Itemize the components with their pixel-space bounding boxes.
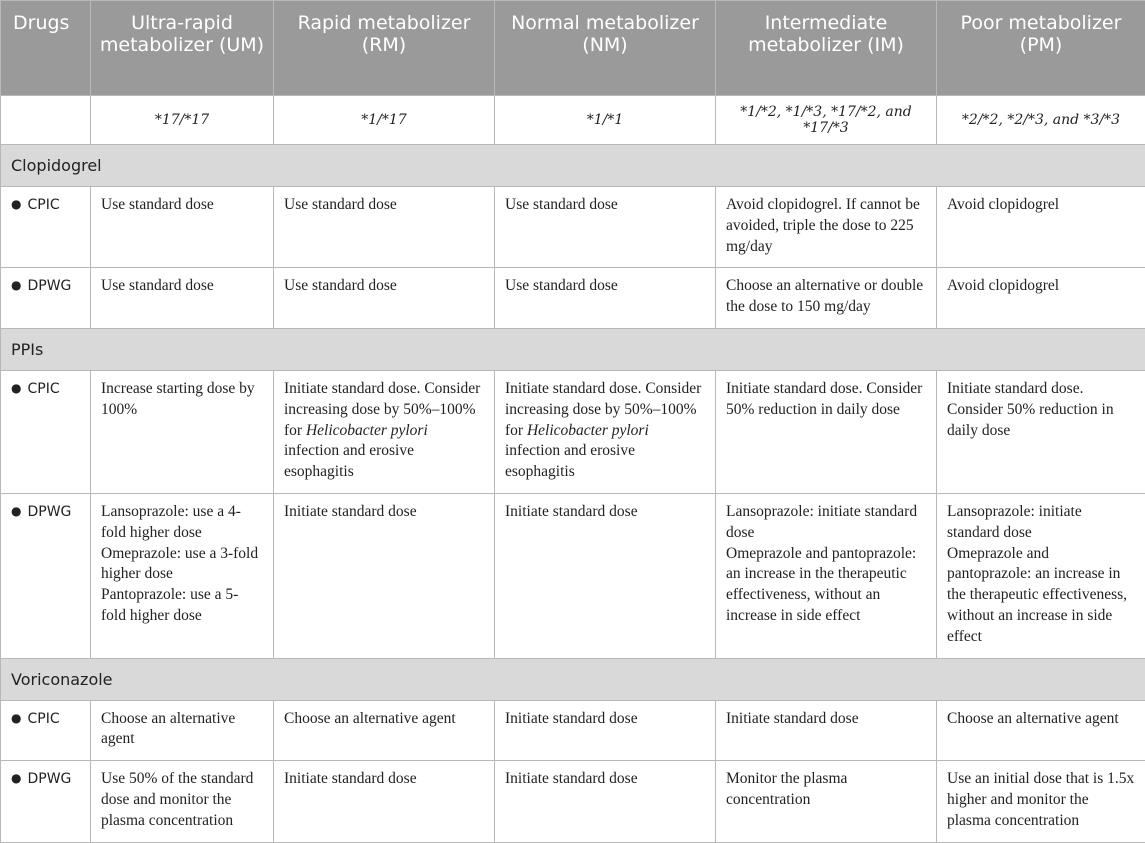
section-title: Clopidogrel <box>1 145 1145 187</box>
cell-line: Omeprazole and pantoprazole: an increase in the therapeutic effectiveness, without an increase in side effect <box>947 544 1135 648</box>
cell-line: Omeprazole: use a 3-fold higher dose <box>101 544 263 586</box>
section-title: Voriconazole <box>1 658 1145 700</box>
cell-um: Use standard dose <box>91 268 274 329</box>
guideline-label <box>1 493 91 658</box>
cell-line: Omeprazole and pantoprazole: an increase in the therapeutic effectiveness, without an increase in side effect <box>726 544 926 627</box>
organism-name: Helicobacter pylori <box>527 422 649 439</box>
cell-rm <box>274 370 495 493</box>
cell-nm: Use standard dose <box>495 187 716 268</box>
cell-im: Initiate standard dose. Consider 50% reduction in daily dose <box>716 370 937 493</box>
cell-um <box>91 493 274 658</box>
bullet-icon: ● <box>11 197 21 211</box>
guideline-name: DPWG <box>27 504 71 520</box>
cell-text: infection and erosive esophagitis <box>284 442 414 480</box>
cell-text: Initiate standard dose. Consider increasing dose by 50%–100% for <box>284 380 480 439</box>
guideline-name: DPWG <box>27 771 71 787</box>
bullet-icon: ● <box>11 711 21 725</box>
header-poor: Poor metabolizer (PM) <box>937 1 1145 96</box>
cell-im: Choose an alternative or double the dose to 150 mg/day <box>716 268 937 329</box>
bullet-icon: ● <box>11 504 21 518</box>
cell-um: Use standard dose <box>91 187 274 268</box>
guideline-name: DPWG <box>27 278 71 294</box>
cell-rm: Initiate standard dose <box>274 493 495 658</box>
cell-im: Avoid clopidogrel. If cannot be avoided, triple the dose to 225 mg/day <box>716 187 937 268</box>
cell-um: Use 50% of the standard dose and monitor the plasma concentration <box>91 761 274 842</box>
guideline-label <box>1 268 91 329</box>
genotype-um: *17/*17 <box>91 96 274 145</box>
genotype-im: *1/*2, *1/*3, *17/*2, and *17/*3 <box>716 96 937 145</box>
header-intermediate: Intermediate metabolizer (IM) <box>716 1 937 96</box>
cell-nm: Use standard dose <box>495 268 716 329</box>
bullet-icon: ● <box>11 771 21 785</box>
genotype-rm: *1/*17 <box>274 96 495 145</box>
section-row-clopidogrel <box>1 145 1145 187</box>
cell-rm: Initiate standard dose <box>274 761 495 842</box>
cell-pm: Use an initial dose that is 1.5x higher and monitor the plasma concentration <box>937 761 1145 842</box>
cell-text: infection and erosive esophagitis <box>505 442 635 480</box>
guideline-name: CPIC <box>27 197 59 213</box>
table-row <box>1 700 1145 761</box>
table-row <box>1 761 1145 842</box>
organism-name: Helicobacter pylori <box>306 422 428 439</box>
guideline-label <box>1 370 91 493</box>
guideline-name: CPIC <box>27 711 59 727</box>
table-row <box>1 187 1145 268</box>
cell-line: Lansoprazole: initiate standard dose <box>947 502 1135 544</box>
header-normal: Normal metabolizer (NM) <box>495 1 716 96</box>
guideline-label <box>1 761 91 842</box>
cell-text: Initiate standard dose. Consider increasing dose by 50%–100% for <box>505 380 701 439</box>
cell-nm: Initiate standard dose <box>495 700 716 761</box>
cell-im: Initiate standard dose <box>716 700 937 761</box>
cell-pm: Avoid clopidogrel <box>937 268 1145 329</box>
genotype-nm: *1/*1 <box>495 96 716 145</box>
cell-pm <box>937 493 1145 658</box>
cell-im: Monitor the plasma concentration <box>716 761 937 842</box>
cell-nm: Initiate standard dose <box>495 493 716 658</box>
cell-line: Lansoprazole: use a 4-fold higher dose <box>101 502 263 544</box>
genotype-pm: *2/*2, *2/*3, and *3/*3 <box>937 96 1145 145</box>
cell-rm: Use standard dose <box>274 187 495 268</box>
genotype-empty-cell <box>1 96 91 145</box>
cell-um: Increase starting dose by 100% <box>91 370 274 493</box>
header-row <box>1 1 1145 96</box>
cell-line: Lansoprazole: initiate standard dose <box>726 502 926 544</box>
guideline-label <box>1 700 91 761</box>
header-rapid: Rapid metabolizer (RM) <box>274 1 495 96</box>
cell-pm: Avoid clopidogrel <box>937 187 1145 268</box>
cell-rm: Use standard dose <box>274 268 495 329</box>
cell-um: Choose an alternative agent <box>91 700 274 761</box>
table-row <box>1 268 1145 329</box>
bullet-icon: ● <box>11 278 21 292</box>
cell-pm: Initiate standard dose. Consider 50% reduction in daily dose <box>937 370 1145 493</box>
table-row <box>1 493 1145 658</box>
table-row <box>1 370 1145 493</box>
guideline-label <box>1 187 91 268</box>
cell-nm <box>495 370 716 493</box>
genotype-row <box>1 96 1145 145</box>
cell-rm: Choose an alternative agent <box>274 700 495 761</box>
header-drugs: Drugs <box>1 1 91 96</box>
cell-pm: Choose an alternative agent <box>937 700 1145 761</box>
cell-line: Pantoprazole: use a 5-fold higher dose <box>101 585 263 627</box>
cell-im <box>716 493 937 658</box>
bullet-icon: ● <box>11 381 21 395</box>
section-title: PPIs <box>1 328 1145 370</box>
section-row-ppis <box>1 328 1145 370</box>
guideline-name: CPIC <box>27 381 59 397</box>
section-row-voriconazole <box>1 658 1145 700</box>
cell-nm: Initiate standard dose <box>495 761 716 842</box>
header-ultra-rapid: Ultra-rapid metabolizer (UM) <box>91 1 274 96</box>
